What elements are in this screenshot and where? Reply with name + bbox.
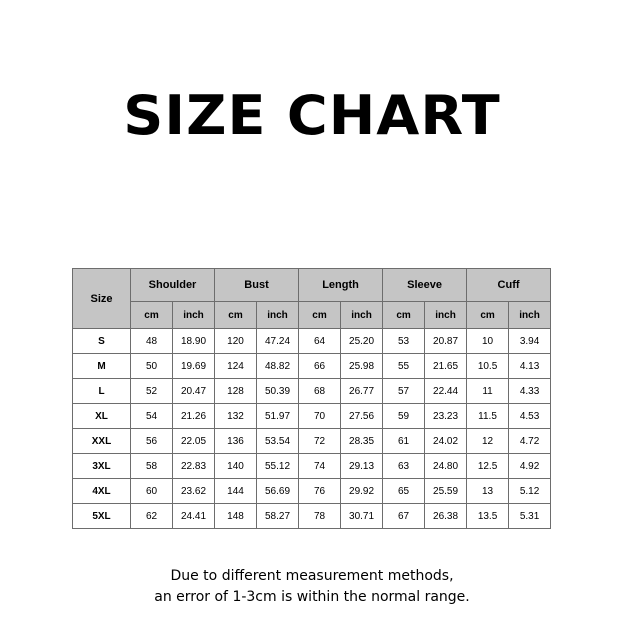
note-line-2: an error of 1-3cm is within the normal range.	[154, 589, 470, 605]
size-column-header: Size	[73, 269, 131, 329]
measurement-cell: 48.82	[257, 354, 299, 379]
measurement-cell: 74	[299, 454, 341, 479]
measurement-cell: 57	[383, 379, 425, 404]
measurement-cell: 51.97	[257, 404, 299, 429]
unit-cm-header: cm	[131, 302, 173, 329]
measurement-cell: 21.65	[425, 354, 467, 379]
measurement-cell: 68	[299, 379, 341, 404]
measurement-cell: 4.33	[509, 379, 551, 404]
unit-cm-header: cm	[215, 302, 257, 329]
measurement-cell: 4.72	[509, 429, 551, 454]
size-label-cell: 4XL	[73, 479, 131, 504]
unit-inch-header: inch	[425, 302, 467, 329]
measurement-cell: 124	[215, 354, 257, 379]
measurement-cell: 70	[299, 404, 341, 429]
measurement-cell: 4.13	[509, 354, 551, 379]
cuff-header: Cuff	[467, 269, 551, 302]
measurement-cell: 24.02	[425, 429, 467, 454]
measurement-cell: 50.39	[257, 379, 299, 404]
measurement-cell: 52	[131, 379, 173, 404]
measurement-cell: 148	[215, 504, 257, 529]
measurement-cell: 19.69	[173, 354, 215, 379]
measurement-cell: 4.53	[509, 404, 551, 429]
measurement-cell: 23.23	[425, 404, 467, 429]
table-row	[73, 479, 551, 504]
measurement-cell: 61	[383, 429, 425, 454]
measurement-cell: 58.27	[257, 504, 299, 529]
measurement-cell: 13.5	[467, 504, 509, 529]
measurement-cell: 53.54	[257, 429, 299, 454]
measurement-cell: 25.98	[341, 354, 383, 379]
measurement-cell: 140	[215, 454, 257, 479]
measurement-cell: 136	[215, 429, 257, 454]
measurement-cell: 18.90	[173, 329, 215, 354]
measurement-cell: 5.12	[509, 479, 551, 504]
page-title: SIZE CHART	[123, 84, 501, 147]
measurement-cell: 5.31	[509, 504, 551, 529]
measurement-cell: 63	[383, 454, 425, 479]
size-label-cell: 3XL	[73, 454, 131, 479]
size-label-cell: XXL	[73, 429, 131, 454]
measurement-cell: 76	[299, 479, 341, 504]
measurement-cell: 78	[299, 504, 341, 529]
measurement-cell: 72	[299, 429, 341, 454]
measurement-cell: 59	[383, 404, 425, 429]
measurement-cell: 13	[467, 479, 509, 504]
measurement-cell: 55	[383, 354, 425, 379]
sleeve-header: Sleeve	[383, 269, 467, 302]
size-label-cell: L	[73, 379, 131, 404]
measurement-cell: 24.41	[173, 504, 215, 529]
size-table-body	[73, 329, 551, 529]
measurement-cell: 10.5	[467, 354, 509, 379]
table-row	[73, 454, 551, 479]
measurement-cell: 25.20	[341, 329, 383, 354]
unit-inch-header: inch	[257, 302, 299, 329]
table-row	[73, 379, 551, 404]
note-line-1: Due to different measurement methods,	[170, 568, 454, 584]
size-label-cell: 5XL	[73, 504, 131, 529]
table-row	[73, 329, 551, 354]
measurement-cell: 22.05	[173, 429, 215, 454]
measurement-cell: 50	[131, 354, 173, 379]
size-label-cell: M	[73, 354, 131, 379]
measurement-cell: 128	[215, 379, 257, 404]
measurement-cell: 4.92	[509, 454, 551, 479]
table-row	[73, 404, 551, 429]
measurement-cell: 26.38	[425, 504, 467, 529]
bust-header: Bust	[215, 269, 299, 302]
measurement-cell: 53	[383, 329, 425, 354]
measurement-cell: 54	[131, 404, 173, 429]
unit-cm-header: cm	[383, 302, 425, 329]
measurement-cell: 27.56	[341, 404, 383, 429]
header-group-row	[73, 269, 551, 302]
unit-cm-header: cm	[299, 302, 341, 329]
unit-inch-header: inch	[341, 302, 383, 329]
measurement-cell: 24.80	[425, 454, 467, 479]
measurement-cell: 20.47	[173, 379, 215, 404]
measurement-cell: 66	[299, 354, 341, 379]
measurement-cell: 23.62	[173, 479, 215, 504]
measurement-cell: 28.35	[341, 429, 383, 454]
measurement-cell: 3.94	[509, 329, 551, 354]
measurement-cell: 144	[215, 479, 257, 504]
measurement-cell: 25.59	[425, 479, 467, 504]
measurement-cell: 120	[215, 329, 257, 354]
measurement-cell: 55.12	[257, 454, 299, 479]
measurement-cell: 11.5	[467, 404, 509, 429]
measurement-cell: 62	[131, 504, 173, 529]
table-row	[73, 354, 551, 379]
measurement-cell: 30.71	[341, 504, 383, 529]
measurement-cell: 47.24	[257, 329, 299, 354]
measurement-cell: 132	[215, 404, 257, 429]
unit-cm-header: cm	[467, 302, 509, 329]
measurement-cell: 22.83	[173, 454, 215, 479]
size-chart-table	[72, 268, 551, 529]
measurement-cell: 67	[383, 504, 425, 529]
measurement-cell: 29.92	[341, 479, 383, 504]
measurement-note	[0, 566, 624, 608]
table-row	[73, 504, 551, 529]
measurement-cell: 65	[383, 479, 425, 504]
measurement-cell: 22.44	[425, 379, 467, 404]
measurement-cell: 12.5	[467, 454, 509, 479]
shoulder-header: Shoulder	[131, 269, 215, 302]
unit-inch-header: inch	[173, 302, 215, 329]
measurement-cell: 11	[467, 379, 509, 404]
measurement-cell: 21.26	[173, 404, 215, 429]
size-label-cell: XL	[73, 404, 131, 429]
measurement-cell: 26.77	[341, 379, 383, 404]
header-unit-row	[73, 302, 551, 329]
measurement-cell: 10	[467, 329, 509, 354]
measurement-cell: 60	[131, 479, 173, 504]
measurement-cell: 48	[131, 329, 173, 354]
measurement-cell: 29.13	[341, 454, 383, 479]
measurement-cell: 58	[131, 454, 173, 479]
table-row	[73, 429, 551, 454]
length-header: Length	[299, 269, 383, 302]
measurement-cell: 56.69	[257, 479, 299, 504]
measurement-cell: 64	[299, 329, 341, 354]
measurement-cell: 20.87	[425, 329, 467, 354]
measurement-cell: 12	[467, 429, 509, 454]
measurement-cell: 56	[131, 429, 173, 454]
unit-inch-header: inch	[509, 302, 551, 329]
size-label-cell: S	[73, 329, 131, 354]
